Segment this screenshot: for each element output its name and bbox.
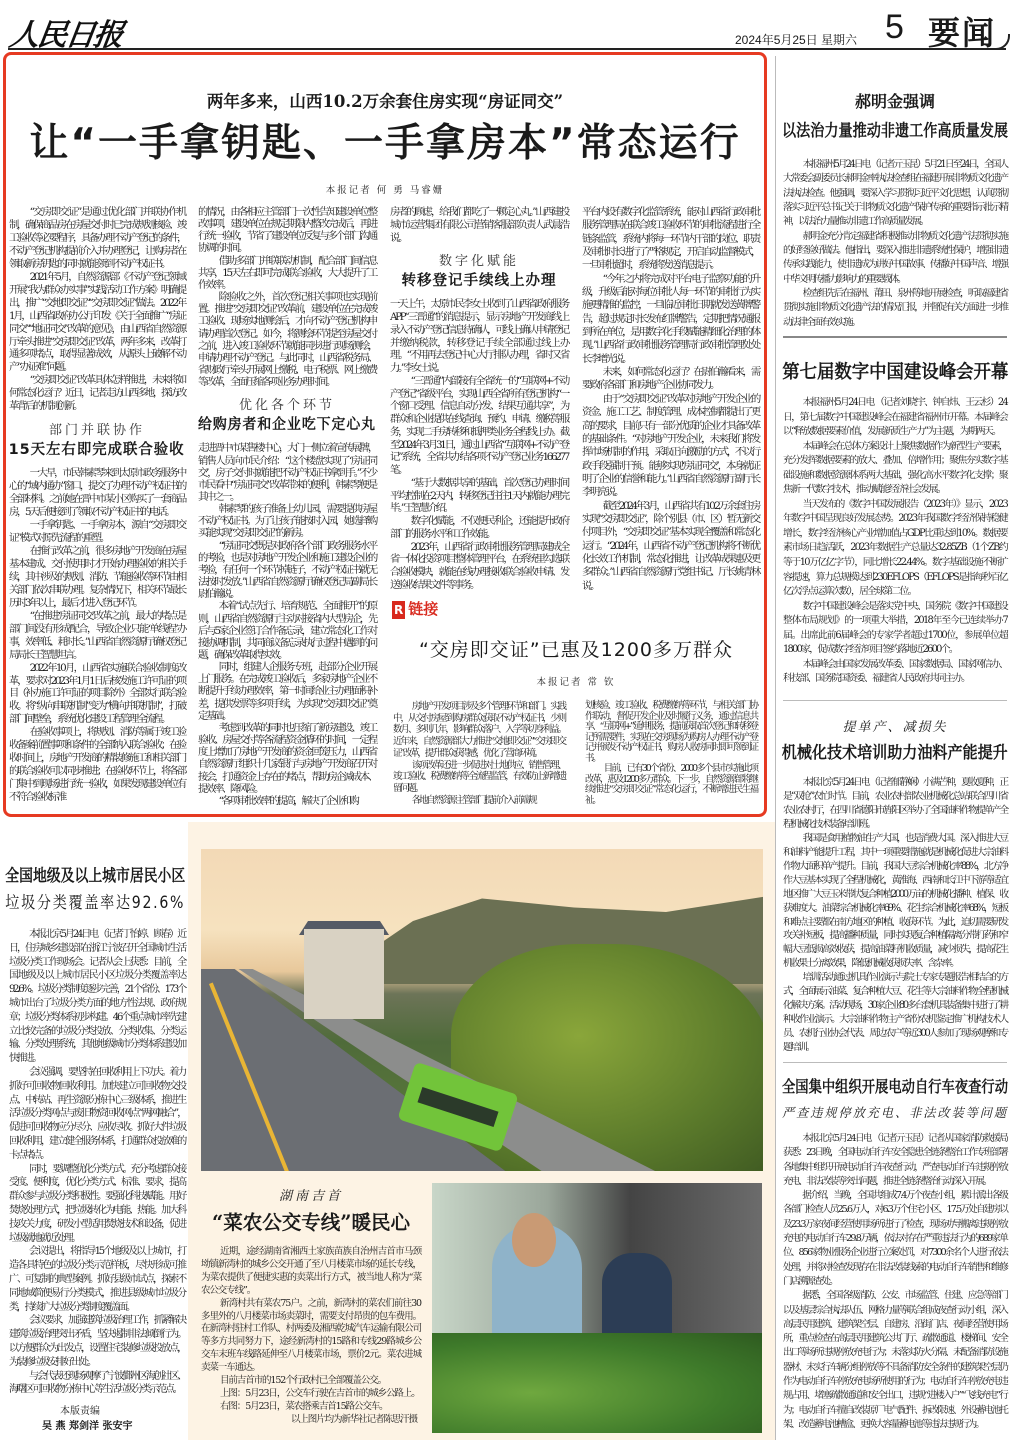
lead-column-2 xyxy=(198,206,376,807)
lead-column-4 xyxy=(582,206,759,593)
paragraph: “今年之内将完成对平台电子监察功能的升级，升级后能对每位审批人每一环节的审批行为实施更精准的监控，一旦临近审批日期就发送黄牌警告，超过规定时长发布红牌警告，定期把情况通报到所在单位，是用数字化手段赋能精细化治理的体现。”山西省行政审批服务管理局行政审批管理处处长李增光说。 xyxy=(582,272,759,365)
lead-kicker: 两年多来，山西10.2万余套住房实现“房证同交” xyxy=(206,92,564,111)
paragraph: 同时，要调整优化分类方式。充分考虑群众接受度、便利度，优化分类方式、标准、要求，提高群众参与垃圾分类积极性。要强化科技赋能。用好焚烧处理方式，把垃圾转化为电能、热能。加大科技攻关力度，研发小型适用焚烧技术和设备，促进垃圾就地就近处理。 xyxy=(9,1163,185,1244)
paragraph: 本报北京5月24日电 （记者郁静娴）小满芒种，夏收夏种，正是“双抢”农忙时节。目前，农业农村部农业机械化总站联合四川省农业农村厅，在四川省德阳市旌阳区举办了全国油料作物提单产全程机械化技术装备培训班。 xyxy=(783,777,1007,830)
paragraph: 本届峰会由国家发展改革委、国家数据局、国家网信办、科技部、国务院国资委、福建省人民政府共同主办。 xyxy=(783,658,1007,685)
paragraph: 2023年，山西省行政审批服务管理局建成全省一体化投资项目整体管理平台，在系统里勾选联合验收模块，就能在线办理接收联合验收申请、发送验收结果文件等事务。 xyxy=(390,540,568,591)
paragraph: 本着“试点先行、培育规范、全面推开”的原则，山西省自然资源厅主动对接省内大型房企，先后与5家企业签订合作备忘录，建立常态化工作对接协调机制，共同商议备忘录执行过程中遇到的问题，确保改革取得实效。 xyxy=(198,600,376,661)
photo-farmer-on-bus xyxy=(432,1183,762,1433)
paragraph: “交房即交证”是通过优化部门并联协作机制，确保商品房在房屋交付时已完成规划核验、竣工验收等必要程序，具备办理不动产登记的条件，不动产登记机构提前介入并办理登记，让购房者在领取新房钥匙的同时就能领到不动产权证书。 xyxy=(9,206,185,270)
paragraph: 本报北京5月24日电 （记者丁怡婷、顾春）近日，住房城乡建设部在浙江宁波召开全国城市生活垃圾分类工作现场会。记者从会上获悉：目前，全国地级及以上城市居民小区垃圾分类覆盖率达92.6%。垃圾分类制度逐步完善，21个省份、173个城市出台了垃圾分类方面的地方性法规、政府规章；垃圾分类体系初步构建。46个重点城市率先建立比较完备的垃圾分类投放、分类收集、分类运输、分类处理系统，其他地级城市分类体系建设加快推进。 xyxy=(9,929,185,1065)
paragraph: “基于大数据共享的基础，首次登记办理时间平均控制在2天内，转移登记往往1天内就能办理完毕。”王智慧介绍。 xyxy=(390,476,568,515)
paragraph: 房者的顾虑，给我们都吃了一颗定心丸。”山西建投城市运营集团有限公司营销客服部负责人武晨浩说。 xyxy=(390,206,568,244)
article-separator xyxy=(783,700,1007,701)
paragraph: “三晋通”内部接有全省统一的“互联网+不动产登记”省级平台，实现山西全省所有登记机构“一个窗口受理、信息自动分发、结果互通共享”，为群众和企业提供在线查询、预约、申请、缴税等服务，实现二手房转移和抵押类业务全程线上办。截至2024年3月31日，通过山西省“互联网+不动产登记”系统，全省共办结各项不动产登记业务166277笔。 xyxy=(390,374,568,476)
paragraph: 本届峰会在总体方案设计上聚焦数据作为新型生产要素，充分发挥数据要素的放大、叠加、倍增作用；聚焦夯实数字基础设施和数据资源体系两大基础，强化高水平数字化支撑；聚焦新一代数字技术，推动赋能经济社会发展。 xyxy=(783,440,1007,496)
photo-story-headline: “菜农公交专线”暖民心 xyxy=(212,1211,410,1234)
editor-names: 吴 燕 郑剑洋 张安宇 xyxy=(42,1421,133,1432)
section-kicker: 数字化赋能 xyxy=(438,254,519,270)
lead-byline: 本报记者 何 勇 马睿姗 xyxy=(325,185,445,196)
art2-headline: 第七届数字中国建设峰会开幕 xyxy=(781,362,1009,383)
link-byline: 本报记者 常 钦 xyxy=(536,677,616,688)
paragraph: 2022年10月，山西省实施联合验收制度改革，要求对2023年1月1日后核发施工许可证的项目（补办施工许可证的项目除外）全部实行联合验收。将“纵向串联机制”变为“横向并联机制”，打破部门间壁垒，系统优化建设工程管理全流程。 xyxy=(9,661,185,726)
paragraph: 该项改革还进一步促进对土地供应、销售管理、竣工验收、税费缴纳等全流程监管，有效防止新增遗留问题。 xyxy=(393,759,565,794)
section-title: 给购房者和企业吃下定心丸 xyxy=(197,417,377,434)
paragraph: 各地自然资源主管部门提前介入前端规 xyxy=(411,794,536,806)
art2-body xyxy=(783,396,1007,687)
paragraph: 据悉，全国各级消防、公安、市场监管、住建、应急等部门以及基层综合执法队伍、网格力量等联合组成夜查行动小组，深入高层民用建筑、建筑架空层、自建房、沿街门店、夜间经营使用场所，重点检查在高层民用建筑公共门厅、疏散通道、楼梯间、安全出口等场所违规停放充电行为；未落实防火分隔、未配备消防设施器材、未实行车辆分组停放等不具备消防安全条件的建筑架空层仍作为电动自行车停放充电场所使用的行为；电动自行车停放充电违规占用、堵塞疏散通道和安全出口，违规“进楼入户”“飞线充电”行为；电动自行车擅自改装原厂电气配件、拆改限速、外设蓄电池托架、改造蓄电池槽盒、更换大容量蓄电池等违法违规行为。 xyxy=(783,1290,1007,1430)
paragraph: 2021年5月，自然资源部《不动产登记领域开展“我为群众办实事”实践活动工作方案》明确提出，推广“交地即交证”“交房即交证”做法。2022年1月，山西省政府办公厅印发《关于全面推广“房证同交”“地证同交”改革的意见》，由山西省自然资源厅牵头推进“交房即交证”改革，两年多来，改革打通多项堵点，取得显著成效，从源头上破解不动产“办证难”问题。 xyxy=(9,270,185,374)
waste-body xyxy=(9,928,185,1397)
link-headline: “交房即交证”已惠及1200多万群众 xyxy=(418,639,734,661)
art3-kicker: 提单产、减损失 xyxy=(842,720,948,735)
paragraph: 借助多部门并联联动机制，配合部门间信息共享，15天左右即可完成联合验收，大大提升了工作效率。 xyxy=(198,254,376,291)
paragraph: 数字化赋能，不仅便民利企，还能提升政府部门的服务水平和工作效能。 xyxy=(390,515,568,540)
art1-body xyxy=(783,158,1007,330)
paragraph: 划核验、竣工验收、税费缴纳等环节，与相关部门协作联动，督促开发企业及时履行义务，通过信息共享、“互联网+”延伸服务，提前获取首次登记和转移登记所需要件，实现在交房现场为购房人办理不动产登记并颁发不动产权证书，购房人收房同时即可领到证书。 xyxy=(585,700,757,764)
page-number: 5 xyxy=(885,8,904,46)
paragraph: 在推行改革之前，很多房地产开发商在房屋基本建成、交付使用时才开始办理验收的相关手续，其中涉及的规划、消防、节能验收等环节由相关部门依次串联办理。复杂情况下，相关环节最长历时3年以上，最后才进入登记环节。 xyxy=(9,544,185,609)
paragraph: 截至2024年3月，山西省共有10.2万余套住房实现“交房即交证”，除个别县（市、区）暂无新交付项目外，“交房即交证”基本实现全覆盖和常态化运行。“2024年，山西省不动产登记机构将不断优化长效工作机制，常态化推进，让改革成果惠及更多群众。”山西省自然资源厅党组书记、厅长姚青林说。 xyxy=(582,499,759,592)
paragraph: 数字中国建设峰会是落实党中央、国务院《数字中国建设整体布局规划》的一项重大举措，2018年至今已连续举办7届。出席此前6届峰会的专家学者超过1700位，参展单位超1800家，促成数字经济项目签约落地近2600个。 xyxy=(783,600,1007,656)
art1-kicker: 郝明金强调 xyxy=(854,92,935,111)
art3-body xyxy=(783,776,1007,1055)
paragraph: 近期，途经湖南省湘西土家族苗族自治州吉首市马颈坳镇新湾村的城乡公交开通了至八月楼菜市场的延长专线，为菜农提供了便捷实惠的卖菜出行方式，被当地人称为“菜农公交专线”。 xyxy=(201,1246,421,1296)
waste-headline-line1: 全国地级及以上城市居民小区 xyxy=(5,866,185,885)
waste-headline-line2: 垃圾分类覆盖率达92.6% xyxy=(5,893,185,912)
paragraph: 据介绍，当晚，全国共组成7.4万个夜查小组，累计派出各级各部门检查人员25.6万人，对6.3万个住宅小区、17.5万处自建房以及23.3万家夜间经营使用场所进行了检查，现场劝导搬离违规停放充电的电动自行车29.8万辆，依法对存在严重违法行为的689家单位、856家物业服务企业进行立案处罚，对7300余名个人进行依法处理，并将对检查发现存在非法改装线索的电动自行车销售和维修门店溯源查处。 xyxy=(783,1190,1007,1287)
newspaper-logo: 人民日报 xyxy=(7,18,124,53)
paragraph: 会议要求，加强建筑垃圾治理工作，抓紧解决建筑垃圾治理突出矛盾，坚决遏制非法倾倒行为。以方便群众为出发点，设置住宅装修垃圾投放点，为装修垃圾安排好出处。 xyxy=(9,1315,185,1368)
editor-label: 本版责编 xyxy=(60,1406,100,1417)
issue-date: 2024年5月25日 星期六 xyxy=(735,33,858,47)
photo-story-body xyxy=(201,1246,421,1427)
art3-headline: 机械化技术培训助力油料产能提升 xyxy=(782,743,1008,762)
link-label-text: 链接 xyxy=(408,600,439,618)
masthead-rule-curve xyxy=(990,34,1010,50)
paragraph: 由于“交房即交证”改革对房地产开发企业的资金、施工工艺、制度管理、成本控制都提出了更高的要求，目前只有一部分优质的企业才具备改革的基础条件。“对房地产开发企业，未来我们将发挥市场机制的作用，采取正向激励的方式，不以行政手段强制干预。能够实现‘房证同交’，本身就证明了企业的信誉和能力。”山西省自然资源厅副厅长李明亮说。 xyxy=(582,392,759,499)
paragraph: 的情况，由各相应主管部门一次性告知建设单位整改事项，建设单位在规定期限内整改完成后，再进行统一验收，节省了建设单位反复与多个部门沟通协调的时间。 xyxy=(198,206,376,255)
section-kicker: 部门并联协作 xyxy=(48,423,145,439)
article-separator xyxy=(783,336,1007,338)
column-divider xyxy=(775,56,776,1440)
section-kicker: 优化各个环节 xyxy=(238,398,335,414)
paragraph: 目前吉首市的152个行政村已全部覆盖公交。 xyxy=(220,1375,387,1387)
lead-column-1 xyxy=(9,206,185,804)
masthead-rule xyxy=(8,48,1006,50)
paragraph: 目前，已有30个省份、2000多个县市实施此项改革，惠及1200多万群众。下一步，自然资源部将继续推进“交房即交证”常态化运行，不断增进民生福祉。 xyxy=(585,763,757,806)
photo-story xyxy=(197,1188,425,1425)
paragraph: “在推进‘房证同交’改革之前，最大的堵点是部门间没有形成配合，导致企业只能‘单线程’办事，效率低、耗时长。”山西省自然资源厅确权登记局局长王智慧坦言。 xyxy=(9,609,185,661)
art4-subtitle: 严查违规停放充电、非法改装等问题 xyxy=(782,1105,1008,1120)
paragraph: 走进晋中市某售楼中心，大门一侧立着宣传展牌，销售人员向市民介绍：“这个楼盘实现了‘房证同交’，房子交付时就能把不动产权证书拿到手。”不少市民看中“房证同交”改革带来的便利，韩素琴便是其中之一。 xyxy=(198,442,376,503)
link-column-2 xyxy=(585,701,757,806)
paragraph: “‘房证同交’既是对政府各个部门政务服务水平的考验，也是对房地产开发企业和施工建设企业的考验，有任何一个环节掉链子，不动产权证书就无法按时发放。”山西省自然资源厅确权登记局副局长尉伯瀚说。 xyxy=(198,539,376,601)
paragraph: 平台内设有数字化监管系统，能对山西省行政审批服务管理局在联合竣工验收环节的审批流程进行全链条监管，系统内将每一环节内干部的岗位、职责及审批时长进行了严格规定，开启自动监督模式，一旦审批超时，系统将发送消息提示。 xyxy=(582,206,759,272)
paragraph: 房地产开发项目涉及多个管理环节和部门。实践中，从交付房屋到购房群众获取不动产权证书，少则数月、多则几年，影响群众落户、入学等切身利益。近年来，自然资源部大力推进“交地即交证”“交房即交证”改革，提升群众获得感，优化了营商环境。 xyxy=(393,701,565,759)
paragraph: 本报北京5月24日电 （记者亓玉昆）记者从国家消防救援局获悉：23日晚，全国电动自行车安全隐患全链条整治工作专班部署各地集中组织开展电动自行车夜查行动，严查电动自行车违规停放充电、非法改装等突出问题，推进全链条整治行动深入开展。 xyxy=(783,1133,1007,1187)
paragraph: 会议强调，要坚持在回收利用上下功夫。着力抓好可回收物回收利用。加快建立可回收物交投点、中转站、再生资源分拣中心三级体系，推进生活垃圾分类网点与废旧物资回收网点“两网融合”，促进可回收物应分尽分、应收尽收。抓好大件垃圾回收利用，建立健全服务体系，打通群众投放难的卡点堵点。 xyxy=(9,1066,185,1161)
link-badge-icon: R xyxy=(394,603,404,617)
article-separator xyxy=(783,1062,1007,1063)
paragraph: 同时，组建人企服务专班，赴部分企业开展上门服务。在完成竣工验收后，多家房地产企业不断提升手续办理效率，第一时间给业主办理面积补差，提供发票等多项手续，为实现“交房即交证”奠定基础。 xyxy=(198,661,376,722)
section-title: 15天左右即完成联合验收 xyxy=(9,442,185,459)
paragraph: 会议提出，将指导15个地级及以上城市，打造各具特色的垃圾分类示范样板，尽快形成可推广、可复制的典型案例。抓好县级市试点，探索不同地域简便易行分类模式，推进县级城市垃圾分类，持续扩大垃圾分类制度覆盖面。 xyxy=(9,1246,185,1313)
lead-column-3 xyxy=(390,206,568,592)
photo-bus-on-rural-road xyxy=(201,849,763,1171)
paragraph: 未来，如何常态化运行？在尉伯瀚看来，需要政府各部门和房地产企业协同发力。 xyxy=(582,366,759,392)
paragraph: 与会代表还现场观摩了宁波鄞州区海创社区、海曙区可回收物分拣中心等生活垃圾分类示范点。 xyxy=(9,1370,185,1396)
paragraph: 一天上午，太原市民李女士收到了山西省政府服务APP“三晋通”的消息提示，显示房地产开发商线上录入不动产登记信息待确认，可线上确认申请登记并缴纳税款，转移登记手续全部通过线上办理。“不用再去登记中心大厅排队办理，省时又省力。”李女士说。 xyxy=(390,298,568,374)
paragraph: 检查组先后在福州、莆田、泉州等地开展检查，听取福建省贯彻实施非物质文化遗产法的情况汇报，并督促有关方面进一步推动法律全面有效实施。 xyxy=(783,288,1007,328)
link-label xyxy=(392,600,438,619)
paragraph: 当天发布的《数字中国发展报告（2023年）》显示，2023年数字中国呈现良好发展态势。2023年我国数字经济保持稳健增长，数字经济核心产业增加值占GDP比重达到10%。数据要素市场日趋活跃，2023年数据生产总量达32.85ZB（1个ZB约等于10万亿亿字节），同比增长22.44%。数字基础设施不断扩容提速，算力总规模达到230EFLOPS（EFLOPS是指每秒百亿亿次浮点运算次数），居全球第二位。 xyxy=(783,498,1007,598)
art1-headline: 以法治力量推动非遗工作高质量发展 xyxy=(782,121,1008,140)
paragraph: 右图：5月23日，菜农搭乘吉首15路公交车。 xyxy=(220,1400,388,1412)
art4-headline: 全国集中组织开展电动自行车夜查行动 xyxy=(781,1077,1009,1096)
paragraph: “交房即交证”改革具体怎样推进，未来将如何常态化运行？近日，记者走访山西多地，探访改革背后的机制创新。 xyxy=(9,374,185,413)
paragraph: 本报福州5月24日电 （记者亓玉昆）5月21日至24日，全国人大常委会副委员长郝明金率执法检查组在福建开展非物质文化遗产法执法检查。他强调，要深入学习贯彻习近平文化思想，认真贯彻落实习近平总书记关于非物质文化遗产保护传承的重要指示批示精神，以法治力量推动非遗工作高质量发展。 xyxy=(783,159,1007,228)
link-column-1 xyxy=(393,701,565,806)
paragraph: 考虑到改革的同时也压缩了新房建设、竣工验收、房屋交付等各流程资金循环的时间，一定程度上增加了房地产开发商的资金回笼压力，山西省自然资源厅组织十几家银行与房地产开发商召开对接会，打通资金上存在的堵点，帮助房企减成本、提效率、降风险。 xyxy=(198,721,376,795)
paragraph: 上图：5月23日，公交车行驶在吉首市的城乡公路上。 xyxy=(220,1387,420,1399)
section-title: 转移登记手续线上办理 xyxy=(401,273,557,290)
art4-body xyxy=(783,1132,1007,1432)
paragraph: 一手拿钥匙、一手拿房本，源自“交房即交证”模式对原先流程的重塑。 xyxy=(9,519,185,545)
paragraph: 在验收事项上，将规划、消防等属于竣工验收备案前置事项和条件的全部纳入联合验收；在验收时间上，房地产开发商的精装修施工和相关部门的联合验收可以同步推进；在验收环节上，将各部门集中到现场进行统一验收，如果发现建设单位有不符合验收标准 xyxy=(9,726,185,804)
paragraph: 培训活动通过机具作业演示与院士专家专题报告相结合的方式，全面展示油菜、复合种植大豆、花生等大宗油料作物全程机械化解决方案。活动现场，30家企业80多台套机具装备集中进行了耕种收作业演示。大宗油料作物主产省份农机鉴定推广机构技术人员、农机行业协会代表、周边农户等近300人参加了现场观摩和专题培训。 xyxy=(783,972,1007,1054)
paragraph: 我国是食用植物油生产大国，也是消费大国。深入推进大豆和油料产能提升工程，其中一项重要措施就是机械化促进大宗油料作物大面积单产提升。目前，我国大豆综合机械化率88%，北方净作大豆基本实现了全程机械化，黄淮海、西南和长江中下游等适宜地区推广大豆玉米带状复合种植2000万亩的机械化播种、植保、收获难度大。油菜综合机械化率69%、花生综合机械化率68%，短板和难点主要都在南方地区的种植、收获环节。为此，迫切需要研发攻关补短板，提高播种质量，同时实现复合种植隔离分带打药和窄幅大豆低损高效收获，提高油菜籽机收质量，减少损失，提高花生机收果土分离效果，降低机械收获损失率、含杂率。 xyxy=(783,832,1007,970)
paragraph: 郝明金充分肯定福建省积极推动非物质文化遗产法贯彻实施的好经验好做法。他指出，要深入推进非遗系统性保护，增强非遗传承实践能力，使非遗成为讲好中国故事、传播好中国声音、增强中华文明传播力影响力的重要载体。 xyxy=(783,230,1007,285)
lead-headline: 让“一手拿钥匙、一手拿房本”常态运行 xyxy=(29,121,741,166)
photo-credit: 以上图片均为新华社记者陈思汗摄 xyxy=(290,1413,417,1425)
paragraph: 新湾村共有菜农75户。之前，新湾村的菜农们前往30多里外的八月楼菜市场卖菜时，需要支付昂贵的包车费用。在新湾村驻村工作队、村两委及湘西乾城汽车运输有限公司等多方共同努力下，途经新湾村的15路和专线29路城乡公交车末班车线路延伸至八月楼菜市场，票价2元。菜农进城卖菜一车通达。 xyxy=(201,1297,421,1374)
section-title: 要闻 xyxy=(928,14,997,52)
photo-story-kicker: 湖南吉首 xyxy=(278,1189,343,1204)
paragraph: “各项审批效率的提高，解决了企业和购 xyxy=(218,794,358,807)
paragraph: 除验收之外，首次登记相关事项也实现前置。推进“交房即交证”改革前，建设单位在完成竣工验收、现场实地测绘后，才向不动产登记机构申请办理首次登记。如今，将测绘环节提至房屋交付之前，进入竣工验收环节就能同步进行现场测绘，申请办理不动产登记。与此同时，山西省税务局、省财政厅牵头开展网上缴税、电子税票、网上缴费等改革，全面压缩各项业务办理时间。 xyxy=(198,291,376,389)
paragraph: 本报福州5月24日电 （记者刘晓宇、钟自炜、王云杉）24日，第七届数字中国建设峰会在福建省福州市开幕。本届峰会以“释放数据要素价值，发展新质生产力”为主题，为期两天。 xyxy=(783,397,1007,438)
paragraph: 韩素琴的孩子准备上幼儿园，需要提供房屋不动产权证书。为了让孩子能按时入园，她选择购买能实现“交房即交证”的新房。 xyxy=(198,503,376,540)
paragraph: 一大早，市民韩素琴来到太原市政务服务中心的“域内通办”窗口，提交了办理不动产权证书的全部材料。之前她在晋中市某小区购买了一套商品房，5天后便接到了领取不动产权证书的电话。 xyxy=(9,467,185,519)
